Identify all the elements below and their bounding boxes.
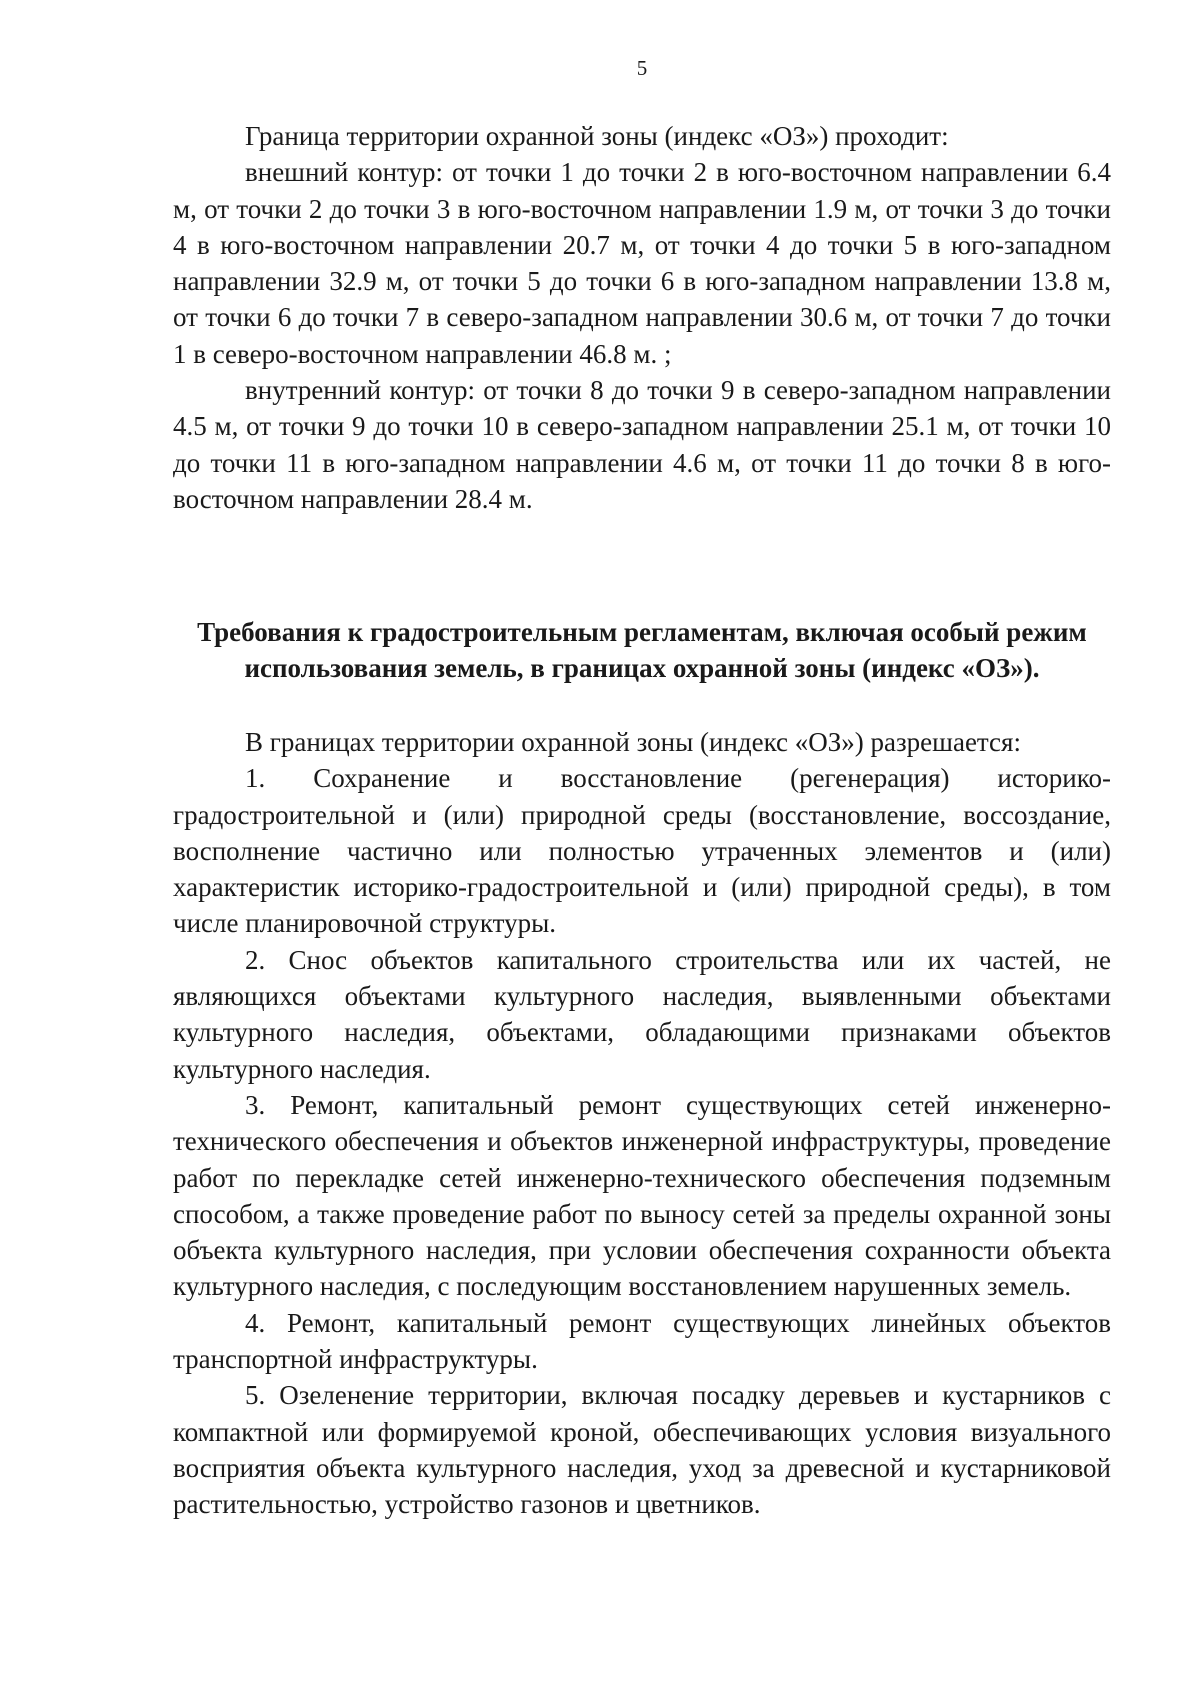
inner-contour-paragraph: внутренний контур: от точки 8 до точки 9 в северо-западном направлении 4.5 м, от точки 9 до точки 10 в северо-западном направлении 25.1 м, от точки 10 до точки 11 в юго-западном направлении 4.6 м, от точки 11 до точки 8 в юго-восточном направлении 28.4 м. (173, 375, 1111, 514)
boundary-description-section (173, 118, 1111, 517)
section-heading-line-2: использования земель, в границах охранной зоны (индекс «ОЗ»). (244, 653, 1040, 683)
page-number: 5 (636, 56, 648, 80)
permitted-item-4: 4. Ремонт, капитальный ремонт существующих линейных объектов транспортной инфраструктуры. (173, 1307, 1111, 1375)
permitted-item-1: 1. Сохранение и восстановление (регенерация) историко-градостроительной и (или) природной среды (восстановление, воссоздание, восполнение частично или полностью утраченных элементов и (или) характеристик историко-градостроительной и (или) природной среды), в том числе планировочной структуры. (173, 763, 1111, 939)
permitted-item-2: 2. Снос объектов капитального строительства или их частей, не являющихся объектами культурного наследия, выявленными объектами культурного наследия, объектами, обладающими признаками объектов культурного наследия. (173, 944, 1111, 1084)
permitted-activities-section (173, 724, 1111, 1523)
section-heading-line-1: Требования к градостроительным регламентам, включая особый режим (197, 617, 1087, 647)
outer-contour-paragraph: внешний контур: от точки 1 до точки 2 в юго-восточном направлении 6.4 м, от точки 2 до точки 3 в юго-восточном направлении 1.9 м, от точки 3 до точки 4 в юго-восточном направлении 20.7 м, от точки 4 до точки 5 в юго-западном направлении 32.9 м, от точки 5 до точки 6 в юго-западном направлении 13.8 м, от точки 6 до точки 7 в северо-западном направлении 30.6 м, от точки 7 до точки 1 в северо-восточном направлении 46.8 м. ; (173, 157, 1111, 369)
permitted-item-5: 5. Озеленение территории, включая посадку деревьев и кустарников с компактной или формируемой кроной, обеспечивающих условия визуального восприятия объекта культурного наследия, уход за древесной и кустарниковой растительностью, устройство газонов и цветников. (173, 1380, 1111, 1520)
document-page (173, 0, 1111, 1697)
section-heading (173, 614, 1111, 686)
permitted-item-3: 3. Ремонт, капитальный ремонт существующих сетей инженерно-технического обеспечения и объектов инженерной инфраструктуры, проведение работ по перекладке сетей инженерно-технического обеспечения подземным способом, а также проведение работ по выносу сетей за пределы охранной зоны объекта культурного наследия, при условии обеспечения сохранности объекта культурного наследия, с последующим восстановлением нарушенных земель. (173, 1089, 1111, 1302)
permitted-intro-paragraph: В границах территории охранной зоны (индекс «ОЗ») разрешается: (245, 727, 1021, 757)
boundary-intro-paragraph: Граница территории охранной зоны (индекс «ОЗ») проходит: (245, 121, 949, 151)
